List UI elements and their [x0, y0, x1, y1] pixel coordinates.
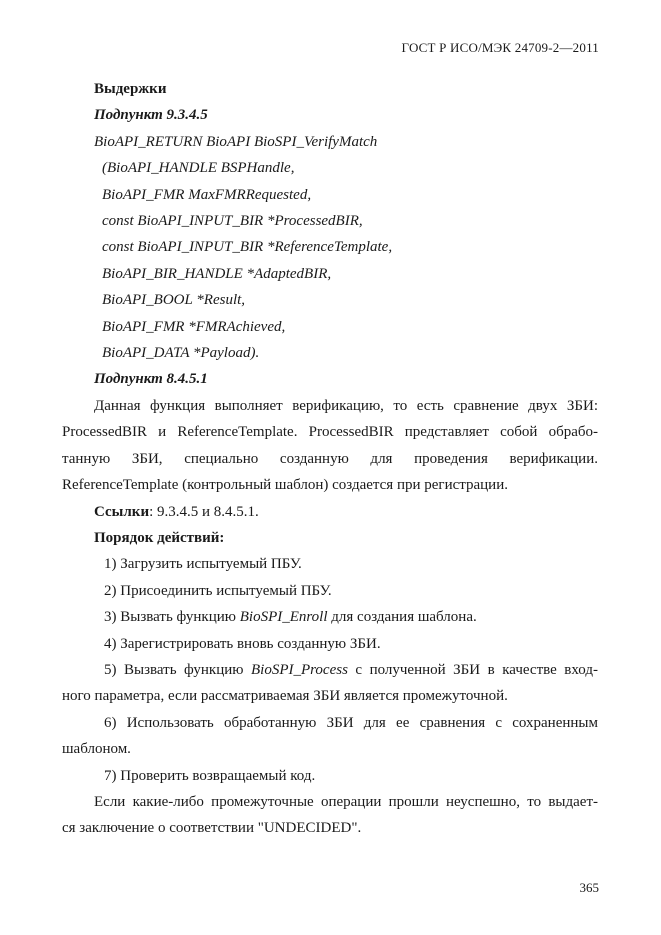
code-line: BioAPI_FMR *FMRAchieved, — [102, 318, 286, 335]
code-line: BioAPI_RETURN BioAPI BioSPI_VerifyMatch — [94, 133, 378, 150]
description-line: танную ЗБИ, специально созданную для проведения верификации. — [62, 450, 598, 467]
code-line: (BioAPI_HANDLE BSPHandle, — [102, 160, 295, 177]
description-paragraph — [62, 393, 598, 499]
references-value: : 9.3.4.5 и 8.4.5.1. — [149, 503, 259, 520]
subclause-heading-2: Подпункт 8.4.5.1 — [94, 371, 208, 388]
closing-paragraph — [62, 789, 598, 842]
code-line: const BioAPI_INPUT_BIR *ProcessedBIR, — [102, 213, 363, 230]
step-line — [62, 657, 598, 683]
procedure-step: 2) Присоединить испытуемый ПБУ. — [104, 582, 332, 599]
code-line: BioAPI_BOOL *Result, — [102, 292, 246, 309]
page-number: 365 — [579, 880, 599, 895]
step-text: для создания шаблона. — [327, 609, 477, 626]
code-line: BioAPI_BIR_HANDLE *AdaptedBIR, — [102, 265, 332, 282]
step-text: 5) Вызвать функцию — [104, 661, 251, 678]
closing-line: Если какие-либо промежуточные операции прошли неуспешно, то выдает- — [94, 793, 598, 810]
subclause-heading-1: Подпункт 9.3.4.5 — [94, 107, 208, 124]
step-line: шаблоном. — [62, 741, 131, 758]
procedure-step — [62, 657, 598, 710]
procedure-step: 4) Зарегистрировать вновь созданную ЗБИ. — [104, 635, 381, 652]
step-text: с полученной ЗБИ в качестве вход- — [347, 661, 598, 678]
description-line: ReferenceTemplate (контрольный шаблон) создается при регистрации. — [62, 477, 508, 494]
closing-line: ся заключение о соответствии "UNDECIDED". — [62, 820, 362, 837]
standard-header: ГОСТ Р ИСО/МЭК 24709-2—2011 — [401, 40, 599, 55]
excerpts-heading: Выдержки — [94, 81, 167, 97]
page-content — [62, 76, 598, 842]
procedure-step: 7) Проверить возвращаемый код. — [104, 767, 316, 784]
step-line: ного параметра, если рассматриваемая ЗБИ является промежуточной. — [62, 688, 508, 705]
description-line: Данная функция выполняет верификацию, то есть сравнение двух ЗБИ: — [94, 397, 598, 414]
step-line: 6) Использовать обработанную ЗБИ для ее сравнения с сохраненным — [104, 714, 598, 731]
procedure-step — [62, 604, 598, 630]
references-line — [62, 499, 598, 525]
code-line: BioAPI_DATA *Payload). — [102, 345, 260, 362]
function-name: BioSPI_Process — [250, 661, 348, 678]
step-text: 3) Вызвать функцию — [104, 609, 240, 626]
procedure-heading: Порядок действий: — [94, 529, 225, 546]
procedure-step: 1) Загрузить испытуемый ПБУ. — [104, 556, 302, 573]
code-line: const BioAPI_INPUT_BIR *ReferenceTemplate, — [102, 239, 393, 256]
procedure-step — [62, 710, 598, 763]
function-name: BioSPI_Enroll — [239, 609, 328, 626]
code-line: BioAPI_FMR MaxFMRRequested, — [102, 186, 312, 203]
description-line: ProcessedBIR и ReferenceTemplate. ProcessedBIR представляет собой обрабо- — [62, 424, 598, 441]
references-label: Ссылки — [94, 503, 150, 520]
code-block — [62, 129, 598, 367]
